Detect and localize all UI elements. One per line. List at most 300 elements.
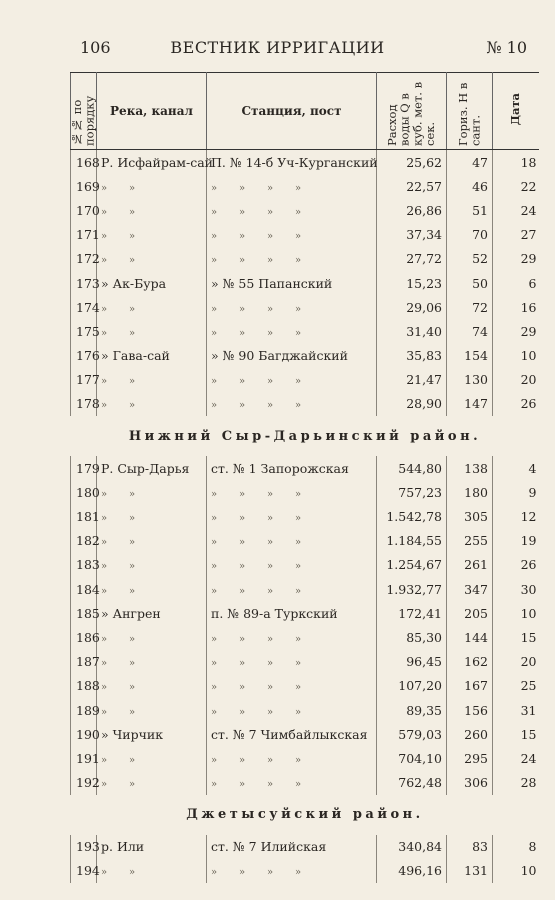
date-cell: 9 <box>528 484 537 500</box>
table-row <box>71 529 539 553</box>
ditto-mark: » <box>211 658 218 670</box>
ditto-mark: » <box>101 633 108 645</box>
page-header <box>0 38 555 58</box>
table-row <box>71 504 539 528</box>
ditto-mark: » <box>267 513 274 525</box>
date-cell: 30 <box>520 581 537 597</box>
ditto-mark: » <box>101 327 108 339</box>
ditto-marks <box>101 396 135 411</box>
table-row <box>71 223 539 247</box>
ditto-mark: » <box>239 327 246 339</box>
row-number: 191 <box>71 746 97 770</box>
level-cell: 261 <box>447 553 493 577</box>
ditto-mark: » <box>267 400 274 412</box>
ditto-marks <box>211 509 301 524</box>
date-cell: 26 <box>520 557 537 573</box>
river-cell <box>97 392 207 416</box>
ditto-marks <box>101 509 135 524</box>
date-cell: 10 <box>520 348 537 364</box>
ditto-mark: » <box>211 561 218 573</box>
ditto-mark: » <box>101 867 108 879</box>
col-header-discharge: Расход воды Q в куб. мет. в сек. <box>377 73 447 150</box>
station-cell <box>207 529 377 553</box>
ditto-mark: » <box>211 327 218 339</box>
station-cell <box>207 650 377 674</box>
ditto-marks <box>211 372 301 387</box>
ditto-mark: » <box>129 376 136 388</box>
section-title: Нижний Сыр-Дарьинский район. <box>128 428 482 444</box>
ditto-mark: » <box>129 585 136 597</box>
date-cell: 31 <box>520 702 537 718</box>
river-cell <box>97 368 207 392</box>
ditto-mark: » <box>129 754 136 766</box>
date-cell: 10 <box>520 605 537 621</box>
discharge-cell: 25,62 <box>377 150 447 175</box>
ditto-marks <box>101 324 135 339</box>
discharge-cell: 1.184,55 <box>377 529 447 553</box>
station-cell <box>207 698 377 722</box>
ditto-mark: » <box>267 706 274 718</box>
ditto-mark: » <box>295 376 302 388</box>
date-cell: 15 <box>520 726 537 742</box>
table-row <box>71 746 539 770</box>
date-cell: 28 <box>520 775 537 791</box>
ditto-mark: » <box>295 779 302 791</box>
ditto-mark: » <box>211 682 218 694</box>
level-cell: 260 <box>447 722 493 746</box>
row-number: 187 <box>71 650 97 674</box>
discharge-cell: 15,23 <box>377 271 447 295</box>
date-cell: 8 <box>528 839 537 855</box>
ditto-mark: » <box>267 206 274 218</box>
ditto-marks <box>211 630 301 645</box>
ditto-marks <box>101 203 135 218</box>
ditto-marks <box>211 557 301 572</box>
ditto-mark: » <box>239 231 246 243</box>
station-cell <box>207 553 377 577</box>
ditto-mark: » <box>239 658 246 670</box>
station-cell <box>207 392 377 416</box>
ditto-mark: » <box>129 706 136 718</box>
ditto-mark: » <box>211 513 218 525</box>
ditto-mark: » <box>295 231 302 243</box>
date-cell: 12 <box>520 509 537 525</box>
row-number: 172 <box>71 247 97 271</box>
ditto-marks <box>211 775 301 790</box>
date-cell: 15 <box>520 629 537 645</box>
row-number: 184 <box>71 577 97 601</box>
ditto-mark: » <box>101 754 108 766</box>
station-cell: ст. № 7 Чимбайлыкская <box>207 722 377 746</box>
ditto-mark: » <box>101 585 108 597</box>
river-cell <box>97 746 207 770</box>
ditto-marks <box>101 533 135 548</box>
ditto-marks <box>101 227 135 242</box>
date-cell: 4 <box>528 460 537 476</box>
discharge-cell: 1.542,78 <box>377 504 447 528</box>
ditto-mark: » <box>211 537 218 549</box>
level-cell: 295 <box>447 746 493 770</box>
ditto-mark: » <box>239 867 246 879</box>
ditto-marks <box>211 485 301 500</box>
station-cell: ст. № 7 Илийская <box>207 835 377 859</box>
table-row <box>71 625 539 649</box>
ditto-mark: » <box>239 585 246 597</box>
row-number: 193 <box>71 835 97 859</box>
ditto-mark: » <box>129 327 136 339</box>
ditto-mark: » <box>267 682 274 694</box>
level-cell: 50 <box>447 271 493 295</box>
date-cell: 20 <box>520 654 537 670</box>
level-cell: 305 <box>447 504 493 528</box>
level-cell: 131 <box>447 859 493 883</box>
ditto-marks <box>101 372 135 387</box>
ditto-marks <box>211 751 301 766</box>
date-cell: 16 <box>520 299 537 315</box>
river-cell: » Ангрен <box>97 601 207 625</box>
discharge-cell: 21,47 <box>377 368 447 392</box>
ditto-mark: » <box>211 706 218 718</box>
ditto-mark: » <box>101 182 108 194</box>
ditto-mark: » <box>295 255 302 267</box>
ditto-mark: » <box>101 303 108 315</box>
ditto-mark: » <box>267 537 274 549</box>
level-cell: 167 <box>447 674 493 698</box>
ditto-mark: » <box>129 867 136 879</box>
date-cell: 20 <box>520 372 537 388</box>
ditto-mark: » <box>239 206 246 218</box>
ditto-mark: » <box>211 633 218 645</box>
river-cell: Р. Сыр-Дарья <box>97 456 207 480</box>
ditto-mark: » <box>101 376 108 388</box>
ditto-mark: » <box>101 706 108 718</box>
station-cell <box>207 295 377 319</box>
ditto-mark: » <box>129 303 136 315</box>
discharge-cell: 89,35 <box>377 698 447 722</box>
ditto-mark: » <box>267 182 274 194</box>
ditto-mark: » <box>239 513 246 525</box>
ditto-mark: » <box>295 706 302 718</box>
ditto-mark: » <box>295 867 302 879</box>
ditto-mark: » <box>239 303 246 315</box>
ditto-mark: » <box>267 488 274 500</box>
ditto-mark: » <box>239 400 246 412</box>
ditto-mark: » <box>295 206 302 218</box>
ditto-mark: » <box>267 561 274 573</box>
level-cell: 70 <box>447 223 493 247</box>
row-number: 194 <box>71 859 97 883</box>
journal-title: ВЕСТНИК ИРРИГАЦИИ <box>170 38 385 57</box>
table-row <box>71 368 539 392</box>
discharge-cell: 29,06 <box>377 295 447 319</box>
ditto-mark: » <box>129 633 136 645</box>
ditto-mark: » <box>267 585 274 597</box>
ditto-mark: » <box>295 488 302 500</box>
ditto-marks <box>101 251 135 266</box>
ditto-mark: » <box>295 585 302 597</box>
ditto-mark: » <box>129 182 136 194</box>
river-cell <box>97 198 207 222</box>
level-cell: 147 <box>447 392 493 416</box>
ditto-mark: » <box>101 658 108 670</box>
ditto-mark: » <box>211 400 218 412</box>
river-cell <box>97 771 207 795</box>
station-cell <box>207 223 377 247</box>
table-row <box>71 553 539 577</box>
station-cell <box>207 368 377 392</box>
ditto-mark: » <box>295 513 302 525</box>
discharge-cell: 340,84 <box>377 835 447 859</box>
ditto-mark: » <box>239 779 246 791</box>
river-cell <box>97 247 207 271</box>
row-number: 170 <box>71 198 97 222</box>
date-cell: 18 <box>520 154 537 170</box>
ditto-mark: » <box>267 867 274 879</box>
river-cell <box>97 650 207 674</box>
date-cell: 22 <box>520 178 537 194</box>
station-cell <box>207 198 377 222</box>
ditto-mark: » <box>295 327 302 339</box>
discharge-cell: 22,57 <box>377 174 447 198</box>
col-header-num: №№ по порядку <box>71 73 97 150</box>
ditto-mark: » <box>211 376 218 388</box>
ditto-mark: » <box>129 488 136 500</box>
row-number: 188 <box>71 674 97 698</box>
row-number: 181 <box>71 504 97 528</box>
ditto-marks <box>211 251 301 266</box>
ditto-marks <box>101 485 135 500</box>
issue-number: № 10 <box>486 38 527 57</box>
river-cell <box>97 223 207 247</box>
ditto-marks <box>211 227 301 242</box>
ditto-marks <box>211 863 301 878</box>
col-header-level: Гориз. H в сант. <box>447 73 493 150</box>
discharge-cell: 579,03 <box>377 722 447 746</box>
level-cell: 180 <box>447 480 493 504</box>
ditto-mark: » <box>239 706 246 718</box>
table-header-row <box>71 73 539 150</box>
ditto-mark: » <box>211 488 218 500</box>
ditto-mark: » <box>211 754 218 766</box>
date-cell: 6 <box>528 275 537 291</box>
river-cell <box>97 674 207 698</box>
ditto-mark: » <box>211 182 218 194</box>
ditto-mark: » <box>239 682 246 694</box>
ditto-marks <box>211 179 301 194</box>
level-cell: 156 <box>447 698 493 722</box>
ditto-marks <box>211 533 301 548</box>
table-row <box>71 601 539 625</box>
row-number: 185 <box>71 601 97 625</box>
ditto-mark: » <box>295 754 302 766</box>
river-cell: » Гава-сай <box>97 344 207 368</box>
ditto-marks <box>101 863 135 878</box>
ditto-marks <box>101 557 135 572</box>
table-row <box>71 456 539 480</box>
station-cell <box>207 771 377 795</box>
level-cell: 162 <box>447 650 493 674</box>
date-cell: 29 <box>520 323 537 339</box>
level-cell: 255 <box>447 529 493 553</box>
discharge-cell: 96,45 <box>377 650 447 674</box>
ditto-marks <box>211 582 301 597</box>
ditto-mark: » <box>267 255 274 267</box>
ditto-mark: » <box>211 867 218 879</box>
level-cell: 46 <box>447 174 493 198</box>
ditto-mark: » <box>239 376 246 388</box>
level-cell: 72 <box>447 295 493 319</box>
river-cell <box>97 504 207 528</box>
table-row <box>71 577 539 601</box>
ditto-mark: » <box>101 255 108 267</box>
table-row <box>71 650 539 674</box>
ditto-mark: » <box>211 303 218 315</box>
ditto-mark: » <box>295 400 302 412</box>
ditto-mark: » <box>101 513 108 525</box>
page-number: 106 <box>80 38 111 57</box>
ditto-mark: » <box>239 182 246 194</box>
river-cell <box>97 698 207 722</box>
discharge-cell: 172,41 <box>377 601 447 625</box>
discharge-cell: 544,80 <box>377 456 447 480</box>
date-cell: 24 <box>520 750 537 766</box>
discharge-cell: 762,48 <box>377 771 447 795</box>
river-cell <box>97 553 207 577</box>
river-cell <box>97 480 207 504</box>
ditto-mark: » <box>267 754 274 766</box>
river-cell <box>97 529 207 553</box>
row-number: 179 <box>71 456 97 480</box>
ditto-mark: » <box>129 682 136 694</box>
ditto-marks <box>211 654 301 669</box>
river-cell: » Ак-Бура <box>97 271 207 295</box>
level-cell: 138 <box>447 456 493 480</box>
table-row <box>71 295 539 319</box>
ditto-mark: » <box>129 779 136 791</box>
ditto-mark: » <box>129 658 136 670</box>
ditto-mark: » <box>129 537 136 549</box>
ditto-mark: » <box>211 255 218 267</box>
river-cell <box>97 319 207 343</box>
ditto-mark: » <box>267 633 274 645</box>
ditto-mark: » <box>129 255 136 267</box>
level-cell: 154 <box>447 344 493 368</box>
col-header-station: Станция, пост <box>207 73 377 150</box>
station-cell: » № 90 Багджайский <box>207 344 377 368</box>
ditto-marks <box>101 179 135 194</box>
ditto-marks <box>101 654 135 669</box>
river-cell: » Чирчик <box>97 722 207 746</box>
river-cell: р. Или <box>97 835 207 859</box>
row-number: 168 <box>71 150 97 175</box>
ditto-marks <box>101 751 135 766</box>
ditto-mark: » <box>101 537 108 549</box>
discharge-cell: 31,40 <box>377 319 447 343</box>
level-cell: 347 <box>447 577 493 601</box>
ditto-mark: » <box>295 182 302 194</box>
ditto-mark: » <box>211 585 218 597</box>
ditto-marks <box>211 300 301 315</box>
ditto-mark: » <box>129 231 136 243</box>
ditto-mark: » <box>239 255 246 267</box>
ditto-mark: » <box>239 633 246 645</box>
table-row <box>71 480 539 504</box>
section-heading-row <box>71 416 539 456</box>
station-cell <box>207 859 377 883</box>
table-row <box>71 174 539 198</box>
level-cell: 83 <box>447 835 493 859</box>
table-row <box>71 344 539 368</box>
level-cell: 205 <box>447 601 493 625</box>
river-cell: Р. Исфайрам-сай <box>97 150 207 175</box>
col-header-date: Дата <box>493 73 539 150</box>
row-number: 174 <box>71 295 97 319</box>
station-cell: » № 55 Папанский <box>207 271 377 295</box>
row-number: 178 <box>71 392 97 416</box>
row-number: 171 <box>71 223 97 247</box>
station-cell <box>207 577 377 601</box>
river-cell <box>97 577 207 601</box>
ditto-mark: » <box>129 400 136 412</box>
discharge-cell: 1.254,67 <box>377 553 447 577</box>
river-cell <box>97 625 207 649</box>
discharge-cell: 35,83 <box>377 344 447 368</box>
ditto-mark: » <box>267 231 274 243</box>
row-number: 189 <box>71 698 97 722</box>
station-cell <box>207 746 377 770</box>
ditto-mark: » <box>239 537 246 549</box>
row-number: 192 <box>71 771 97 795</box>
ditto-mark: » <box>101 682 108 694</box>
ditto-marks <box>101 703 135 718</box>
ditto-marks <box>211 678 301 693</box>
date-cell: 24 <box>520 202 537 218</box>
station-cell <box>207 174 377 198</box>
ditto-mark: » <box>295 633 302 645</box>
ditto-mark: » <box>101 561 108 573</box>
level-cell: 47 <box>447 150 493 175</box>
ditto-mark: » <box>267 303 274 315</box>
discharge-cell: 28,90 <box>377 392 447 416</box>
row-number: 176 <box>71 344 97 368</box>
ditto-mark: » <box>267 779 274 791</box>
station-cell <box>207 625 377 649</box>
ditto-marks <box>211 703 301 718</box>
station-cell: П. № 14-б Уч-Курганский <box>207 150 377 175</box>
ditto-marks <box>101 630 135 645</box>
ditto-marks <box>211 203 301 218</box>
table-row <box>71 247 539 271</box>
table-row <box>71 674 539 698</box>
river-cell <box>97 174 207 198</box>
col-header-river: Река, канал <box>97 73 207 150</box>
table-row <box>71 698 539 722</box>
ditto-mark: » <box>101 779 108 791</box>
ditto-mark: » <box>295 658 302 670</box>
date-cell: 29 <box>520 251 537 267</box>
ditto-mark: » <box>101 400 108 412</box>
row-number: 173 <box>71 271 97 295</box>
row-number: 190 <box>71 722 97 746</box>
table-row <box>71 319 539 343</box>
ditto-marks <box>101 678 135 693</box>
discharge-cell: 85,30 <box>377 625 447 649</box>
row-number: 175 <box>71 319 97 343</box>
table-body <box>71 150 539 884</box>
level-cell: 52 <box>447 247 493 271</box>
station-cell <box>207 480 377 504</box>
ditto-mark: » <box>211 206 218 218</box>
